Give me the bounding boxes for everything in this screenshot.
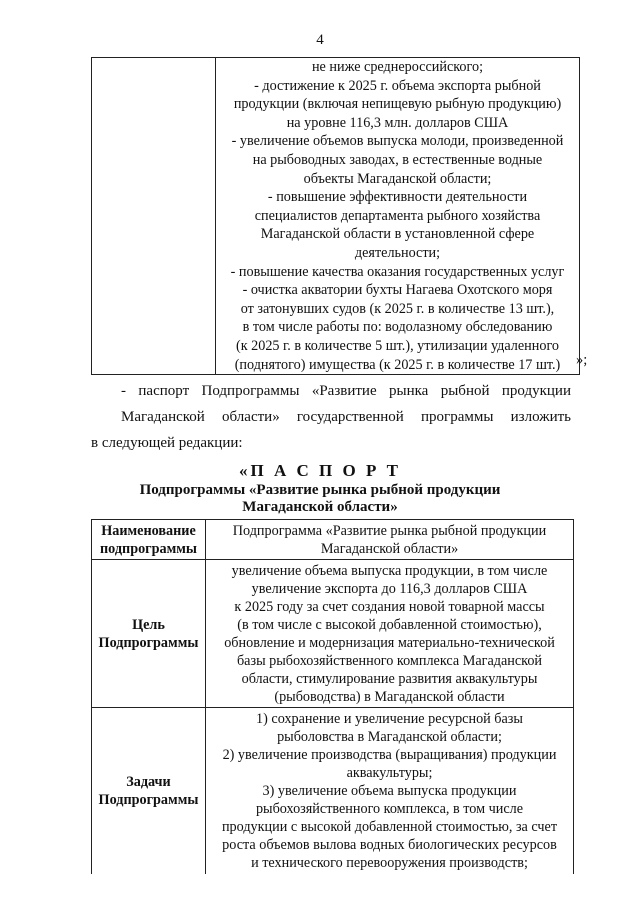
- text-line: - повышение эффективности деятельности: [267, 189, 528, 206]
- value-line: роста объемов вылова водных биологических ресурсов: [222, 836, 557, 853]
- passport-title: «П А С П О Р Т: [239, 461, 401, 480]
- table-row: [92, 58, 580, 375]
- row-label-name: [92, 520, 206, 560]
- text-line: продукции (включая непищевую рыбную продукцию): [233, 96, 562, 113]
- value-line: продукции с высокой добавленной стоимостью, за счет: [221, 818, 558, 835]
- label-line: Подпрограммы: [98, 791, 199, 808]
- value-line: к 2025 году за счет создания новой товарной массы: [234, 598, 545, 615]
- text-line: (к 2025 г. в количестве 5 шт.), утилизации удаленного: [235, 337, 560, 354]
- table-cell-empty: [92, 58, 216, 375]
- label-line: Подпрограммы: [98, 634, 199, 651]
- table-row: [92, 708, 574, 874]
- label-line: Задачи: [126, 773, 171, 790]
- value-line: (рыбоводства) в Магаданской области: [274, 688, 505, 705]
- text-line: - очистка акватории бухты Нагаева Охотского моря: [242, 282, 553, 299]
- label-line: Наименование: [101, 522, 196, 539]
- value-line: 2) увеличение производства (выращивания) продукции: [222, 746, 557, 763]
- closing-quote-suffix: »;: [576, 352, 588, 368]
- subtitle-line: Подпрограммы «Развитие рынка рыбной продукции: [139, 482, 501, 498]
- row-label-goal: [92, 560, 206, 708]
- value-line: рыболовства в Магаданской области;: [277, 728, 502, 745]
- text-line: - повышение качества оказания государственных услуг: [230, 263, 565, 280]
- text-line: на рыбоводных заводах, в естественные водные: [252, 151, 543, 168]
- row-value-goal: [206, 560, 574, 708]
- value-line: аквакультуры;: [346, 764, 433, 781]
- row-value-name: [206, 520, 574, 560]
- text-line: объекты Магаданской области;: [303, 170, 492, 187]
- value-line: базы рыбохозяйственного комплекса Магаданской: [236, 652, 543, 669]
- paragraph-line: Магаданской области» государственной программы изложить: [121, 409, 571, 425]
- passport-table: [91, 519, 574, 874]
- text-line: не ниже среднероссийского;: [311, 59, 484, 75]
- value-line: Магаданской области»: [320, 540, 459, 557]
- table-row: [92, 520, 574, 560]
- text-line: - увеличение объемов выпуска молоди, произведенной: [231, 133, 564, 150]
- text-line: (поднятого) имущества (к 2025 г. в количестве 17 шт.): [234, 356, 561, 373]
- continued-table: [91, 57, 580, 375]
- value-line: увеличение объема выпуска продукции, в том числе: [231, 562, 548, 579]
- paragraph-line: в следующей редакции:: [91, 435, 243, 451]
- value-line: 1) сохранение и увеличение ресурсной базы: [256, 710, 523, 727]
- text-line: Магаданской области в установленной сфере: [260, 226, 535, 243]
- table-row: [92, 560, 574, 708]
- value-line: и технического перевооружения производств;: [251, 854, 528, 871]
- text-line: на уровне 116,3 млн. долларов США: [286, 114, 509, 131]
- value-line: 3) увеличение объема выпуска продукции: [262, 782, 517, 799]
- row-label-tasks: [92, 708, 206, 874]
- row-value-tasks: [206, 708, 574, 874]
- body-paragraph: [91, 378, 571, 456]
- value-line: увеличение экспорта до 116,3 долларов США: [251, 580, 528, 597]
- page-number: 4: [316, 32, 324, 48]
- paragraph-line: - паспорт Подпрограммы «Развитие рынка рыбной продукции: [121, 383, 571, 399]
- value-line: (в том числе с высокой добавленной стоимостью),: [237, 616, 542, 633]
- passport-subtitle: [0, 482, 640, 516]
- value-line: Подпрограмма «Развитие рынка рыбной продукции: [232, 522, 547, 539]
- text-line: специалистов департамента рыбного хозяйства: [254, 207, 541, 224]
- table-cell-values: [216, 58, 580, 375]
- text-line: от затонувших судов (к 2025 г. в количестве 13 шт.),: [240, 300, 555, 317]
- text-line: в том числе работы по: водолазному обследованию: [242, 319, 553, 336]
- text-line: деятельности;: [354, 244, 441, 261]
- text-line: - достижение к 2025 г. объема экспорта рыбной: [254, 77, 541, 94]
- value-line: рыбохозяйственного комплекса, в том числе: [255, 800, 524, 817]
- value-line: области, стимулирование развития аквакультуры: [241, 670, 538, 687]
- label-line: подпрограммы: [99, 540, 198, 557]
- value-line: обновление и модернизация материально-технической: [224, 634, 555, 651]
- subtitle-line: Магаданской области»: [242, 499, 398, 515]
- label-line: Цель: [132, 616, 165, 633]
